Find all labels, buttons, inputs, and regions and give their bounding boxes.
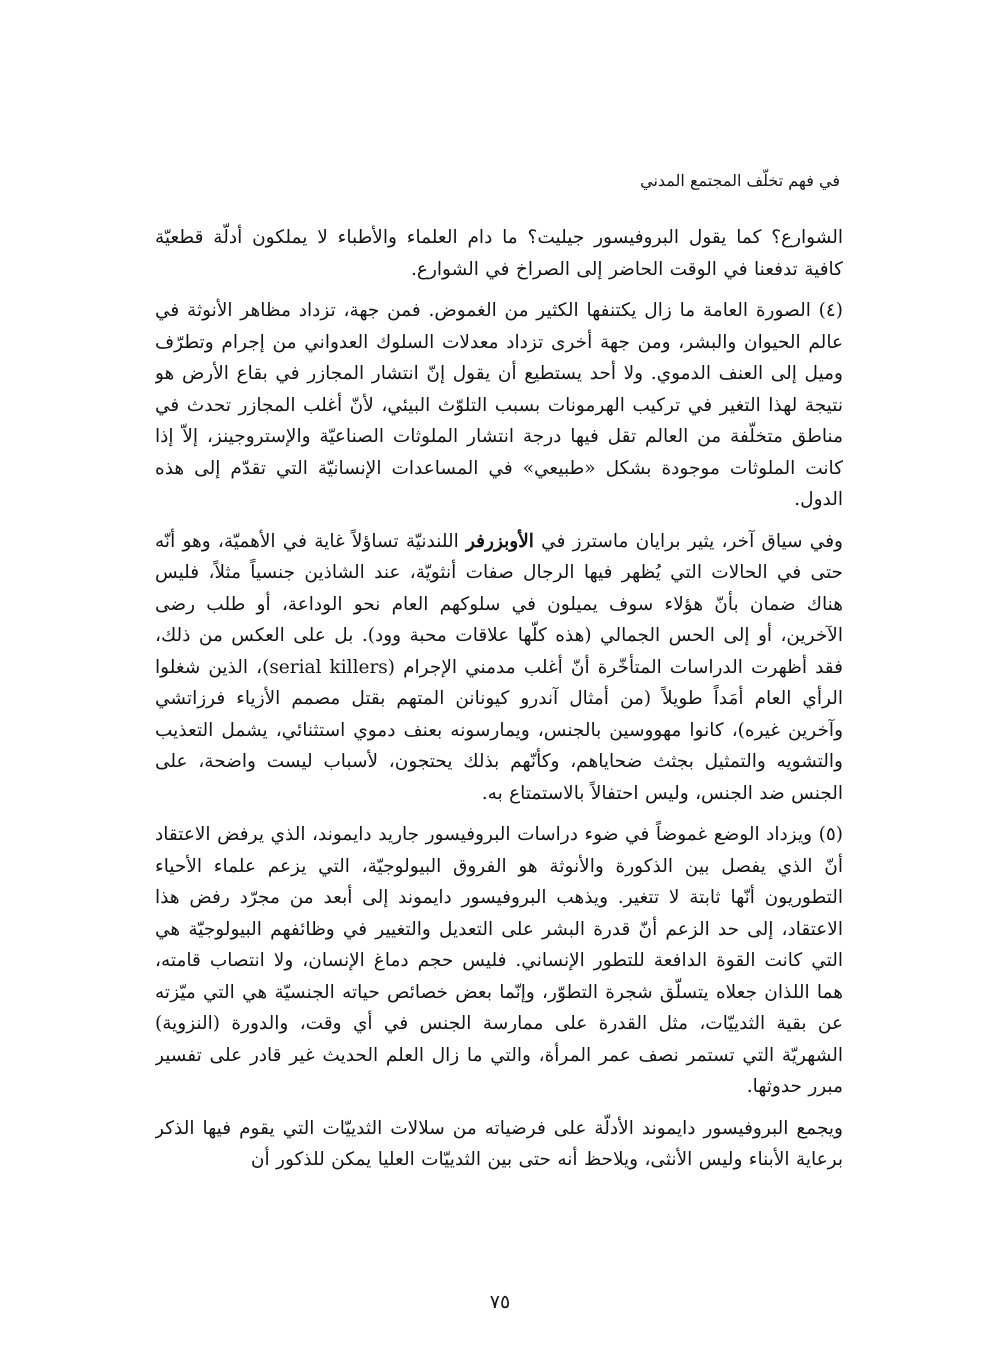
body-text: [155, 222, 843, 1272]
paragraph-masters-before: وفي سياق آخر، يثير برايان ماسترز في: [533, 530, 843, 552]
running-header: في فهم تخلّف المجتمع المدني: [640, 171, 840, 190]
paragraph-diamond-evidence: ويجمع البروفيسور دايموند الأدلّة على فرضياته من سلالات الثدييّات التي يقوم فيها الذكر برعاية الأبناء وليس الأنثى، ويلاحظ أنه حتى بين الثدييّات العليا يمكن للذكور أن: [155, 1117, 843, 1170]
paragraph-masters-after: اللندنيّة تساؤلاً غاية في الأهميّة، وهو أنّه حتى في الحالات التي يُظهر فيها الرجال صفات أنثويّة، عند الشاذين جنسياً مثلاً، فليس هناك ضمان بأنّ هؤلاء سوف يميلون في سلوكهم العام نحو الوداعة، أو طلب رضى الآخرين، أو إلى الحس الجمالي (هذه كلّها علاقات محبة وود). بل على العكس من ذلك، فقد أظهرت الدراسات المتأخّرة أنّ أغلب مدمني الإجرام (serial killers)، الذين شغلوا الرأي العام أمَداً طويلاً (من أمثال آندرو كيونانن المتهم بقتل مصمم الأزياء فرزاتشي وآخرين غيره)، كانوا مهووسين بالجنس، ويمارسونه بعنف دموي استثنائي، يشمل التعذيب والتشويه والتمثيل بجثث ضحاياهم، وكأنّهم بذلك يحتجون، لأسباب ليست واضحة، على الجنس ضد الجنس، وليس احتفالاً بالاستمتاع به.: [155, 530, 843, 804]
paragraph-point-4: (٤) الصورة العامة ما زال يكتنفها الكثير من الغموض. فمن جهة، تزداد مظاهر الأنوثة في عالم الحيوان والبشر، ومن جهة أخرى تزداد معدلات السلوك العدواني من إجرام وتطرّف وميل إلى العنف الدموي. ولا أحد يستطيع أن يقول إنّ انتشار المجازر في بقاع الأرض هو نتيجة لهذا التغير في تركيب الهرمونات بسبب التلوّث البيئي، لأنّ أغلب المجازر تحدث في مناطق متخلّفة من العالم تقل فيها درجة انتشار الملوثات الصناعيّة والإستروجينز، إلاّ إذا كانت الملوثات موجودة بشكل «طبيعي» في المساعدات الإنسانيّة التي تقدّم إلى هذه الدول.: [155, 300, 843, 510]
page-number: ٧٥: [489, 1291, 511, 1313]
newspaper-name: الأوبزرفر: [465, 530, 534, 552]
paragraph-point-5: (٥) ويزداد الوضع غموضاً في ضوء دراسات البروفيسور جاريد دايموند، الذي يرفض الاعتقاد أنّ الذي يفصل بين الذكورة والأنوثة هو الفروق البيولوجيّة، التي يزعم علماء الأحياء التطوريون أنّها ثابتة لا تتغير. ويذهب البروفيسور دايموند إلى أبعد من مجرّد رفض هذا الاعتقاد، إلى حد الزعم أنّ قدرة البشر على التعديل والتغيير في وظائفهم البيولوجيّة هي التي كانت القوة الدافعة للتطور الإنساني. فليس حجم دماغ الإنسان، ولا انتصاب قامته، هما اللذان جعلاه يتسلّق شجرة التطوّر، وإنّما بعض خصائص حياته الجنسيّة هي التي ميّزته عن بقية الثدييّات، مثل القدرة على ممارسة الجنس في أي وقت، والدورة (النزوية) الشهريّة التي تستمر نصف عمر المرأة، والتي ما زال العلم الحديث غير قادر على تفسير مبرر حدوثها.: [155, 824, 843, 1097]
paragraph-masters: [155, 526, 843, 810]
paragraph-continuation: الشوارع؟ كما يقول البروفيسور جيليت؟ ما دام العلماء والأطباء لا يملكون أدلّة قطعيّة كافية تدفعنا في الوقت الحاضر إلى الصراخ في الشوارع.: [155, 227, 843, 280]
